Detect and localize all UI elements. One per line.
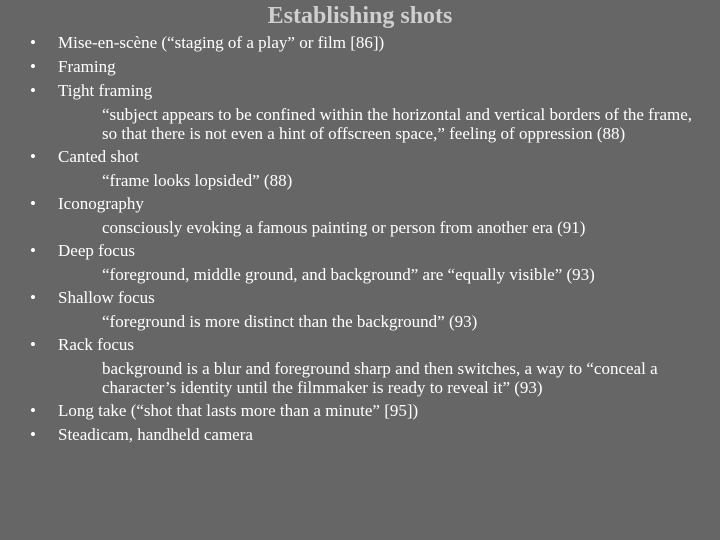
bullet-subtext: “subject appears to be confined within the horizontal and vertical borders of the frame, so that there is not even a hint of offscreen space,” feeling of oppression (88) <box>102 105 693 143</box>
bullet-item-tight-framing <box>30 81 700 143</box>
bullet-point-icon: • <box>30 57 36 76</box>
bullet-label: Deep focus <box>58 241 135 260</box>
bullet-item-shallow-focus <box>30 288 700 331</box>
bullet-item-iconography <box>30 194 700 237</box>
bullet-label: Framing <box>58 57 116 76</box>
bullet-label: Shallow focus <box>58 288 155 307</box>
bullet-item-framing <box>30 57 700 77</box>
bullet-point-icon: • <box>30 241 36 260</box>
bullet-point-icon: • <box>30 81 36 100</box>
bullet-label: Rack focus <box>58 335 135 354</box>
bullet-label: Canted shot <box>58 147 139 166</box>
bullet-point-icon: • <box>30 401 36 420</box>
bullet-item-steadicam <box>30 425 700 445</box>
bullet-label: Tight framing <box>58 81 153 100</box>
bullet-point-icon: • <box>30 288 36 307</box>
slide-title: Establishing shots <box>267 3 453 29</box>
bullet-subtext: “foreground, middle ground, and background” are “equally visible” (93) <box>102 265 595 284</box>
bullet-subtext: background is a blur and foreground sharp and then switches, a way to “conceal a character’s identity until the filmmaker is ready to reveal it” (93) <box>102 359 658 397</box>
bullet-subtext: “foreground is more distinct than the background” (93) <box>102 312 478 331</box>
bullet-item-canted-shot <box>30 147 700 190</box>
bullet-label: Long take (“shot that lasts more than a minute” [95]) <box>58 401 419 420</box>
bullet-point-icon: • <box>30 335 36 354</box>
bullet-label: Iconography <box>58 194 144 213</box>
bullet-item-rack-focus <box>30 335 700 397</box>
bullet-label: Mise-en-scène (“staging of a play” or film [86]) <box>58 33 385 52</box>
bullet-point-icon: • <box>30 194 36 213</box>
bullet-subtext: consciously evoking a famous painting or person from another era (91) <box>102 218 586 237</box>
bullet-label: Steadicam, handheld camera <box>58 425 253 444</box>
bullet-point-icon: • <box>30 33 36 52</box>
bullet-item-long-take <box>30 401 700 421</box>
bullet-point-icon: • <box>30 425 36 444</box>
bullet-point-icon: • <box>30 147 36 166</box>
bullet-item-mise-en-scene <box>30 33 700 53</box>
bullet-subtext: “frame looks lopsided” (88) <box>102 171 293 190</box>
bullet-list <box>30 33 700 449</box>
bullet-item-deep-focus <box>30 241 700 284</box>
